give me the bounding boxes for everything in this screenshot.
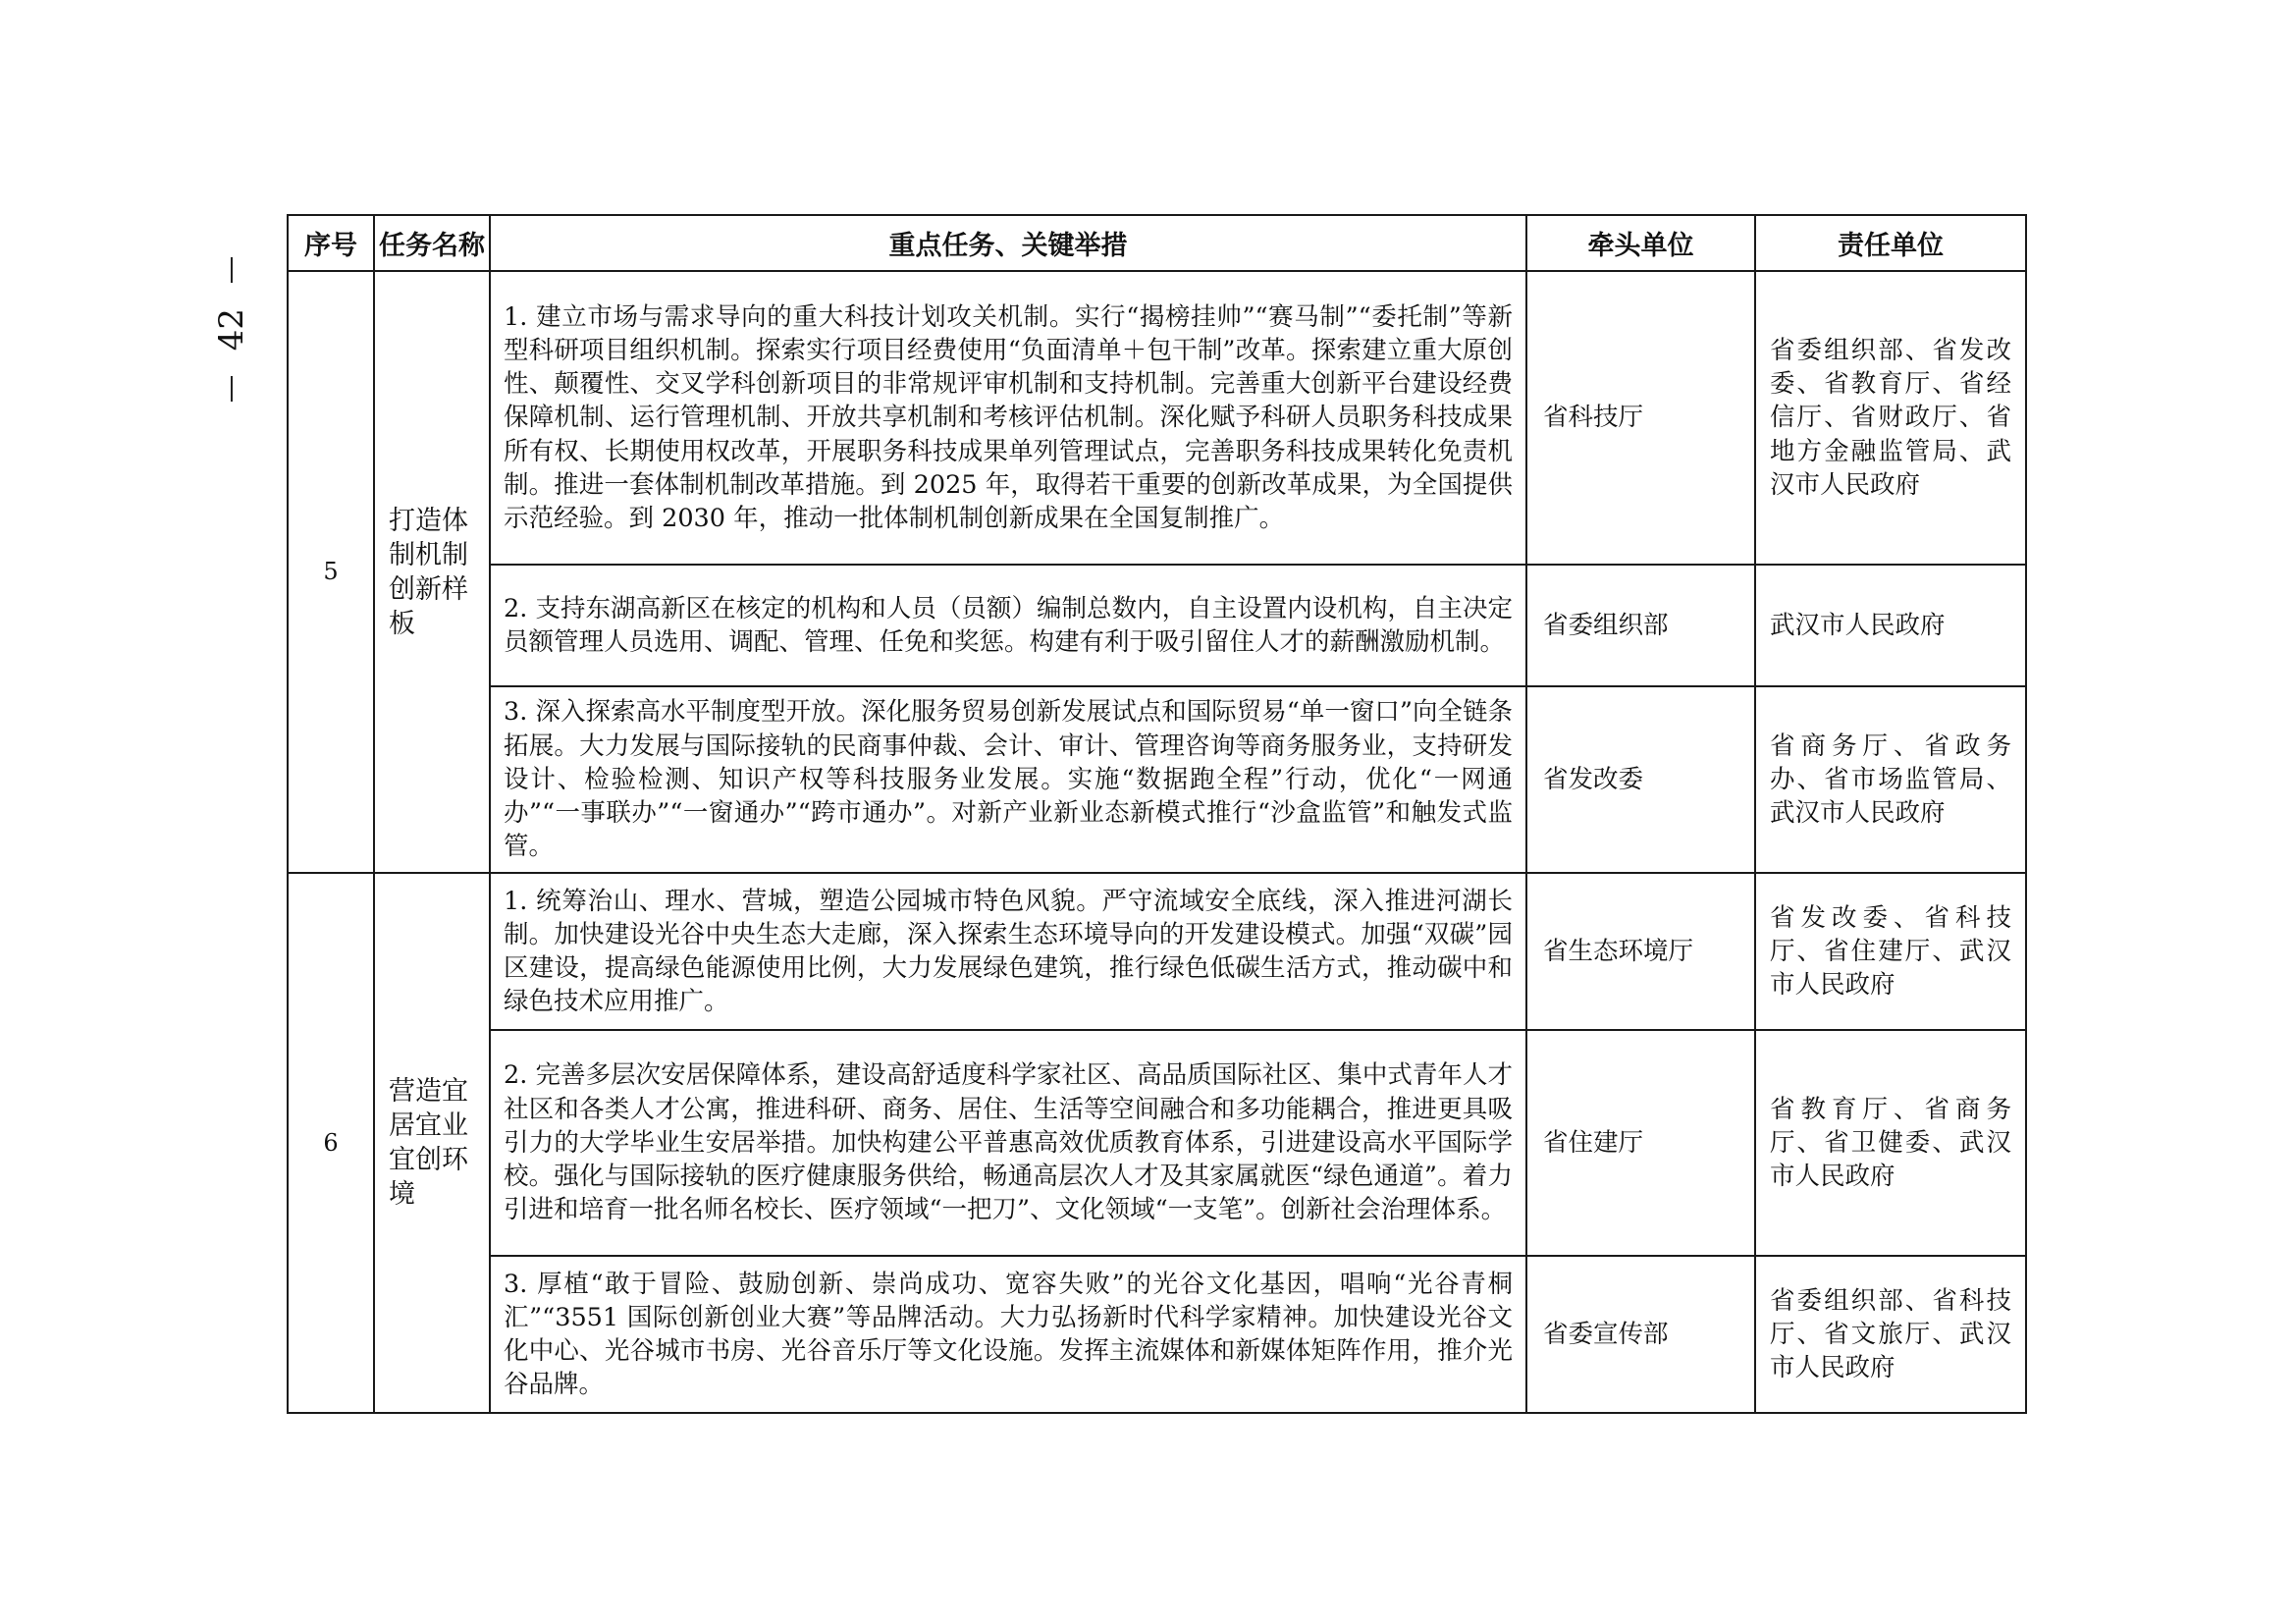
responsible-unit-cell: 省委组织部、省发改委、省教育厅、省经信厅、省财政厅、省地方金融监管局、武汉市人民政府	[1755, 271, 2026, 565]
group-task-name: 营造宜居宜业宜创环境	[374, 873, 490, 1413]
task-table	[287, 214, 2027, 1414]
lead-unit-cell: 省生态环境厅	[1526, 873, 1755, 1030]
header-responsible-unit: 责任单位	[1755, 215, 2026, 271]
responsible-unit-cell: 武汉市人民政府	[1755, 565, 2026, 686]
lead-unit-cell: 省委组织部	[1526, 565, 1755, 686]
group-task-name: 打造体制机制创新样板	[374, 271, 490, 873]
table-row	[288, 271, 2026, 565]
page-number-dash-bottom	[231, 376, 233, 402]
header-measures: 重点任务、关键举措	[490, 215, 1526, 271]
lead-unit-cell: 省住建厅	[1526, 1030, 1755, 1256]
group-seq: 6	[288, 873, 374, 1413]
page-number-text: 42	[212, 308, 251, 352]
responsible-unit-cell: 省委组织部、省科技厅、省文旅厅、武汉市人民政府	[1755, 1256, 2026, 1413]
measure-cell: 1. 统筹治山、理水、营城，塑造公园城市特色风貌。严守流域安全底线，深入推进河湖长制。加快建设光谷中央生态大走廊，深入探索生态环境导向的开发建设模式。加强“双碳”园区建设，提高绿色能源使用比例，大力发展绿色建筑，推行绿色低碳生活方式，推动碳中和绿色技术应用推广。	[490, 873, 1526, 1030]
responsible-unit-cell: 省商务厅、省政务办、省市场监管局、武汉市人民政府	[1755, 686, 2026, 873]
responsible-unit-cell: 省发改委、省科技厅、省住建厅、武汉市人民政府	[1755, 873, 2026, 1030]
measure-cell: 1. 建立市场与需求导向的重大科技计划攻关机制。实行“揭榜挂帅”“赛马制”“委托制”等新型科研项目组织机制。探索实行项目经费使用“负面清单＋包干制”改革。探索建立重大原创性、颠覆性、交叉学科创新项目的非常规评审机制和支持机制。完善重大创新平台建设经费保障机制、运行管理机制、开放共享机制和考核评估机制。深化赋予科研人员职务科技成果所有权、长期使用权改革，开展职务科技成果单列管理试点，完善职务科技成果转化免责机制。推进一套体制机制改革措施。到 2025 年，取得若干重要的创新改革成果，为全国提供示范经验。到 2030 年，推动一批体制机制创新成果在全国复制推广。	[490, 271, 1526, 565]
table-header-row	[288, 215, 2026, 271]
lead-unit-cell: 省科技厅	[1526, 271, 1755, 565]
table-row	[288, 686, 2026, 873]
table-row	[288, 1030, 2026, 1256]
table-row	[288, 873, 2026, 1030]
measure-cell: 3. 厚植“敢于冒险、鼓励创新、崇尚成功、宽容失败”的光谷文化基因，唱响“光谷青桐汇”“3551 国际创新创业大赛”等品牌活动。大力弘扬新时代科学家精神。加快建设光谷文化中心、光谷城市书房、光谷音乐厅等文化设施。发挥主流媒体和新媒体矩阵作用，推介光谷品牌。	[490, 1256, 1526, 1413]
lead-unit-cell: 省发改委	[1526, 686, 1755, 873]
measure-cell: 2. 支持东湖高新区在核定的机构和人员（员额）编制总数内，自主设置内设机构，自主决定员额管理人员选用、调配、管理、任免和奖惩。构建有利于吸引留住人才的薪酬激励机制。	[490, 565, 1526, 686]
header-task-name: 任务名称	[374, 215, 490, 271]
page-number	[212, 257, 251, 424]
table-row	[288, 565, 2026, 686]
measure-cell: 3. 深入探索高水平制度型开放。深化服务贸易创新发展试点和国际贸易“单一窗口”向全链条拓展。大力发展与国际接轨的民商事仲裁、会计、审计、管理咨询等商务服务业，支持研发设计、检验检测、知识产权等科技服务业发展。实施“数据跑全程”行动，优化“一网通办”“一事联办”“一窗通办”“跨市通办”。对新产业新业态新模式推行“沙盒监管”和触发式监管。	[490, 686, 1526, 873]
measure-cell: 2. 完善多层次安居保障体系，建设高舒适度科学家社区、高品质国际社区、集中式青年人才社区和各类人才公寓，推进科研、商务、居住、生活等空间融合和多功能耦合，推进更具吸引力的大学毕业生安居举措。加快构建公平普惠高效优质教育体系，引进建设高水平国际学校。强化与国际接轨的医疗健康服务供给，畅通高层次人才及其家属就医“绿色通道”。着力引进和培育一批名师名校长、医疗领域“一把刀”、文化领域“一支笔”。创新社会治理体系。	[490, 1030, 1526, 1256]
header-lead-unit: 牵头单位	[1526, 215, 1755, 271]
table-row	[288, 1256, 2026, 1413]
lead-unit-cell: 省委宣传部	[1526, 1256, 1755, 1413]
group-seq: 5	[288, 271, 374, 873]
page-number-dash-top	[231, 257, 233, 283]
responsible-unit-cell: 省教育厅、省商务厅、省卫健委、武汉市人民政府	[1755, 1030, 2026, 1256]
header-seq: 序号	[288, 215, 374, 271]
